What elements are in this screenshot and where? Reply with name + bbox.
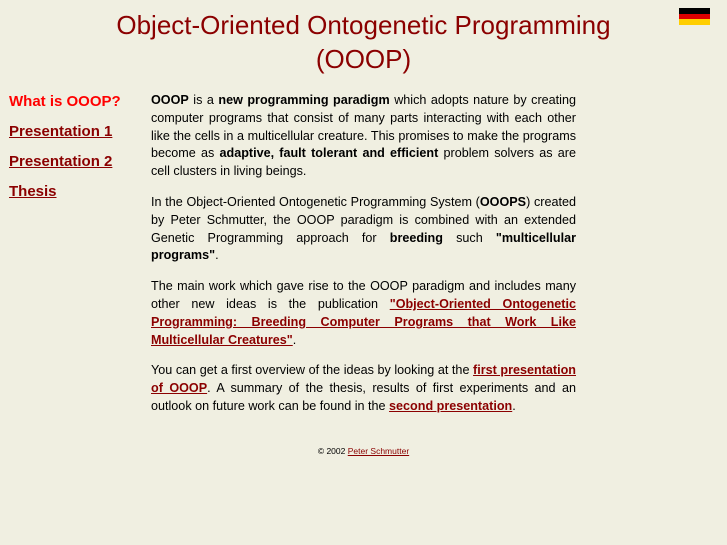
copyright-text: © 2002	[317, 446, 348, 456]
paragraph-presentations	[151, 362, 576, 415]
german-flag-icon[interactable]	[679, 8, 710, 25]
nav-item-presentation-2[interactable]: Presentation 2	[9, 153, 113, 170]
bold-text: adaptive, fault tolerant and efficient	[219, 146, 439, 161]
page-title	[0, 8, 727, 76]
paragraph-ooops	[151, 194, 576, 265]
bold-text: "multicellular programs"	[151, 230, 576, 263]
author-link[interactable]: Peter Schmutter	[347, 446, 410, 456]
publication-link[interactable]: "Object-Oriented Ontogenetic Programming: Breeding Computer Programs that Work Like Multicellular Creatures"	[151, 296, 576, 347]
nav-item-thesis[interactable]: Thesis	[9, 183, 57, 200]
text: which adopts nature by creating computer programs that consist of many parts interacting with each other like the cells in a multicellular creature. This promises to make the programs become as	[151, 93, 576, 161]
text: problem solvers as are cell clusters in living beings.	[151, 146, 577, 179]
text: .	[215, 248, 219, 263]
paragraph-intro	[151, 92, 576, 181]
text: ) created by Peter Schmutter, the OOOP paradigm is combined with an extended Genetic Programming approach for	[151, 194, 576, 245]
text: . A summary of the thesis, results of first experiments and an outlook on future work can be found in the	[151, 381, 576, 413]
bold-text: OOOPS	[479, 194, 527, 209]
sidebar-nav	[9, 92, 139, 212]
text: .	[512, 398, 516, 413]
text: You can get a first overview of the ideas by looking at the	[151, 363, 474, 378]
page-title-line1: Object-Oriented Ontogenetic Programming	[116, 10, 611, 40]
bold-text: breeding	[389, 230, 443, 245]
page-title-line2: (OOOP)	[315, 44, 412, 74]
text: In the Object-Oriented Ontogenetic Programming System (	[151, 194, 480, 209]
bold-text: new programming paradigm	[218, 93, 390, 107]
nav-item-presentation-1[interactable]: Presentation 1	[9, 123, 113, 140]
text: The main work which gave rise to the OOOP paradigm and includes many other new ideas is the publication	[151, 279, 576, 311]
main-content	[151, 92, 576, 429]
text: such	[442, 230, 496, 245]
text: is a	[188, 93, 219, 107]
flag-stripe-gold	[679, 19, 710, 25]
footer	[151, 446, 576, 456]
second-presentation-link[interactable]: second presentation	[389, 398, 513, 413]
paragraph-publication	[151, 278, 576, 349]
first-presentation-link[interactable]: first presentation of OOOP	[151, 363, 576, 396]
nav-item-what-is-ooop[interactable]: What is OOOP?	[9, 93, 121, 110]
text: .	[292, 332, 297, 347]
bold-text: OOOP	[151, 93, 189, 107]
